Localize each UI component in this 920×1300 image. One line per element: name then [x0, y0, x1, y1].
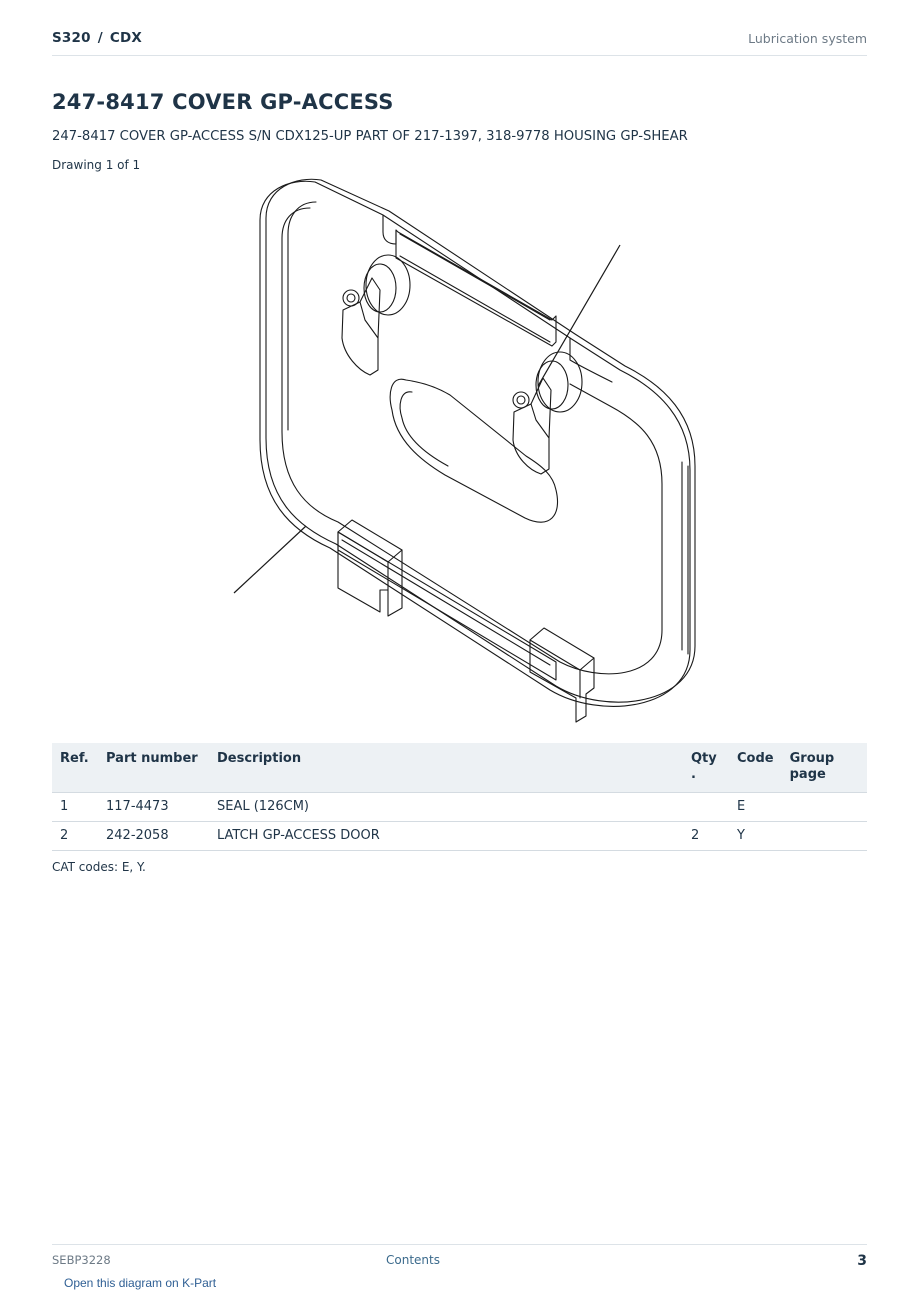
cell-group-page	[782, 793, 867, 822]
right-side-bevel	[682, 462, 688, 654]
parts-table-header	[52, 743, 867, 793]
latch-2-base	[538, 352, 582, 412]
cell-group-page	[782, 822, 867, 851]
cell-part-number: 117-4473	[98, 793, 209, 822]
latch-1-handle-side	[360, 278, 380, 338]
latch-1-hub-inner	[347, 294, 355, 302]
top-bar	[396, 230, 556, 346]
page-footer	[52, 1244, 867, 1275]
kpart-link[interactable]: Open this diagram on K-Part	[64, 1276, 217, 1290]
parts-drawing	[220, 170, 710, 735]
bottom-block-1	[338, 520, 402, 616]
cell-qty: 2	[683, 822, 729, 851]
page-number: 3	[857, 1253, 867, 1269]
col-header-group-page-line2: page	[789, 767, 826, 782]
top-bar-face	[400, 234, 550, 342]
cell-description: SEAL (126CM)	[209, 793, 683, 822]
latch-2-hub-inner	[517, 396, 525, 404]
cell-code: E	[729, 793, 782, 822]
parts-table-body	[52, 793, 867, 851]
latch-2-base-inner	[536, 361, 568, 409]
header-model-code: S320	[52, 30, 91, 46]
table-row	[52, 793, 867, 822]
center-slot-inner	[400, 392, 448, 466]
bottom-bar-edge	[342, 540, 550, 665]
header-model	[52, 30, 142, 46]
footer-doc-id: SEBP3228	[52, 1253, 111, 1267]
page-title: 247-8417 COVER GP-ACCESS	[52, 90, 394, 114]
header-section: Lubrication system	[748, 31, 867, 46]
table-row	[52, 822, 867, 851]
col-header-group-page	[782, 743, 867, 793]
cell-part-number: 242-2058	[98, 822, 209, 851]
col-header-group-page-line1: Group	[789, 751, 835, 766]
contents-link[interactable]: Contents	[386, 1253, 440, 1267]
page-header	[52, 28, 867, 56]
col-header-qty-line2: .	[691, 767, 696, 782]
col-header-qty-line1: Qty	[691, 751, 717, 766]
col-header-description: Description	[209, 743, 683, 793]
col-header-qty	[683, 743, 729, 793]
cat-codes-note: CAT codes: E, Y.	[52, 860, 146, 874]
header-separator: /	[97, 30, 103, 46]
header-prefix: CDX	[109, 30, 142, 46]
latch-1-base	[366, 255, 410, 315]
cell-description: LATCH GP-ACCESS DOOR	[209, 822, 683, 851]
cell-ref: 2	[52, 822, 98, 851]
cover-illustration	[220, 170, 710, 735]
latch-1-base-inner	[364, 264, 396, 312]
bottom-bar	[338, 532, 556, 680]
col-header-ref: Ref.	[52, 743, 98, 793]
drawing-label: Drawing 1 of 1	[52, 158, 141, 172]
cell-qty	[683, 793, 729, 822]
callout-leader-1	[234, 526, 306, 593]
cover-outer-edge	[260, 181, 690, 706]
col-header-part-number: Part number	[98, 743, 209, 793]
cell-code: Y	[729, 822, 782, 851]
latch-1-handle	[342, 302, 378, 375]
cover-inner-edge-2	[288, 202, 316, 430]
cover-inner-edge	[282, 208, 662, 674]
col-header-code: Code	[729, 743, 782, 793]
bottom-block-1-top	[338, 532, 402, 590]
page-subtitle: 247-8417 COVER GP-ACCESS S/N CDX125-UP PART OF 217-1397, 318-9778 HOUSING GP-SHEAR	[52, 129, 688, 144]
latch-2-handle	[513, 404, 549, 474]
cell-ref: 1	[52, 793, 98, 822]
parts-table	[52, 743, 867, 851]
parts-table-header-row	[52, 743, 867, 793]
